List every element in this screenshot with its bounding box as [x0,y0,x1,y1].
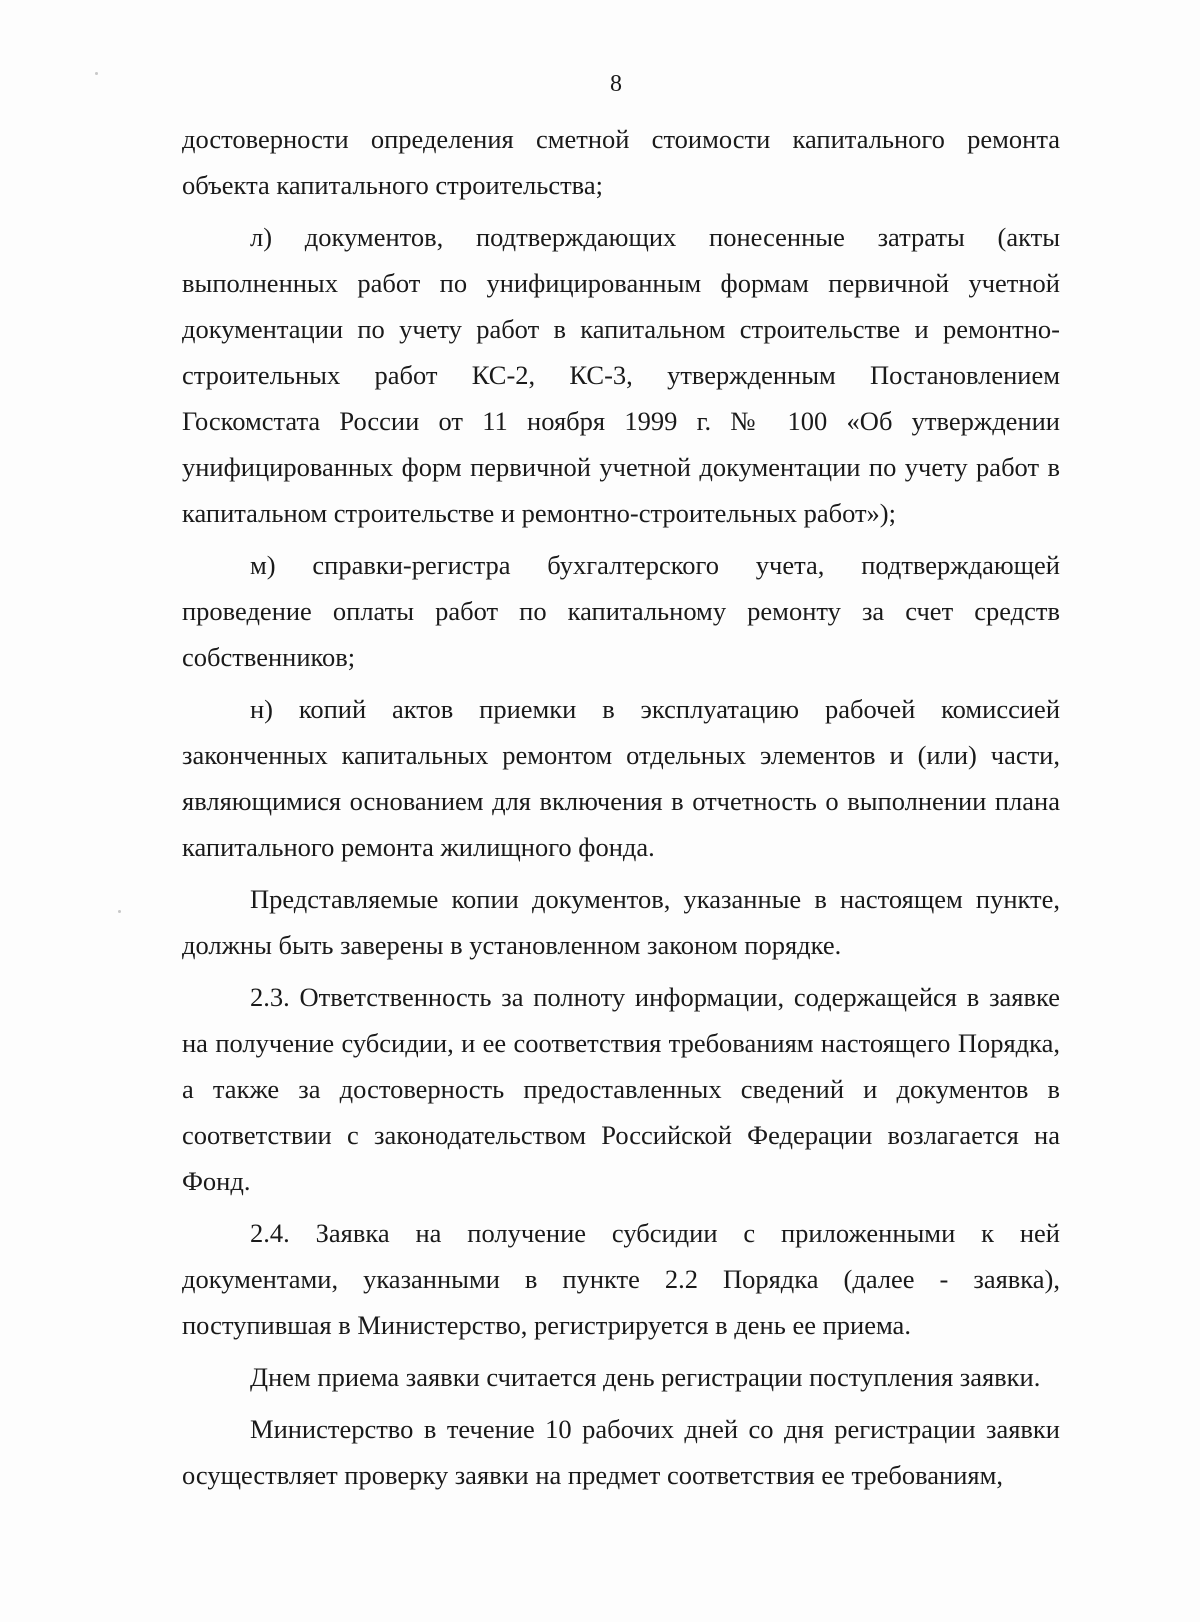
paragraph: м) справки-регистра бухгалтерского учета, подтверждающей проведение оплаты работ по капитальному ремонту за счет средств собственников; [182,550,1060,672]
document-body [182,116,1060,1504]
paragraph: 2.4. Заявка на получение субсидии с приложенными к ней документами, указанными в пункте 2.2 Порядка (далее - заявка), поступившая в Министерство, регистрируется в день ее приема. [182,1218,1060,1340]
paragraph: Представляемые копии документов, указанные в настоящем пункте, должны быть заверены в установленном законом порядке. [182,884,1060,960]
scan-speck [118,910,121,913]
paragraph: 2.3. Ответственность за полноту информации, содержащейся в заявке на получение субсидии, и ее соответствия требованиям настоящего Порядка, а также за достоверность предоставленных сведений и документов в соответствии с законодательством Российской Федерации возлагается на Фонд. [182,982,1060,1196]
paragraph: Министерство в течение 10 рабочих дней со дня регистрации заявки осуществляет проверку заявки на предмет соответствия ее требованиям, [182,1414,1060,1490]
paragraph: л) документов, подтверждающих понесенные затраты (акты выполненных работ по унифицированным формам первичной учетной документации по учету работ в капитальном строительстве и ремонтно-строительных работ КС-2, КС-3, утвержденным Постановлением Госкомстата России от 11 ноября 1999 г. № 100 «Об утверждении унифицированных форм первичной учетной документации по учету работ в капитальном строительстве и ремонтно-строительных работ»); [182,222,1060,528]
paragraph: Днем приема заявки считается день регистрации поступления заявки. [250,1362,1041,1392]
paragraph: достоверности определения сметной стоимости капитального ремонта объекта капитального строительства; [182,124,1060,200]
page-number: 8 [610,71,622,97]
paragraph: н) копий актов приемки в эксплуатацию рабочей комиссией законченных капитальных ремонтом отдельных элементов и (или) части, являющимися основанием для включения в отчетность о выполнении плана капитального ремонта жилищного фонда. [182,694,1060,862]
